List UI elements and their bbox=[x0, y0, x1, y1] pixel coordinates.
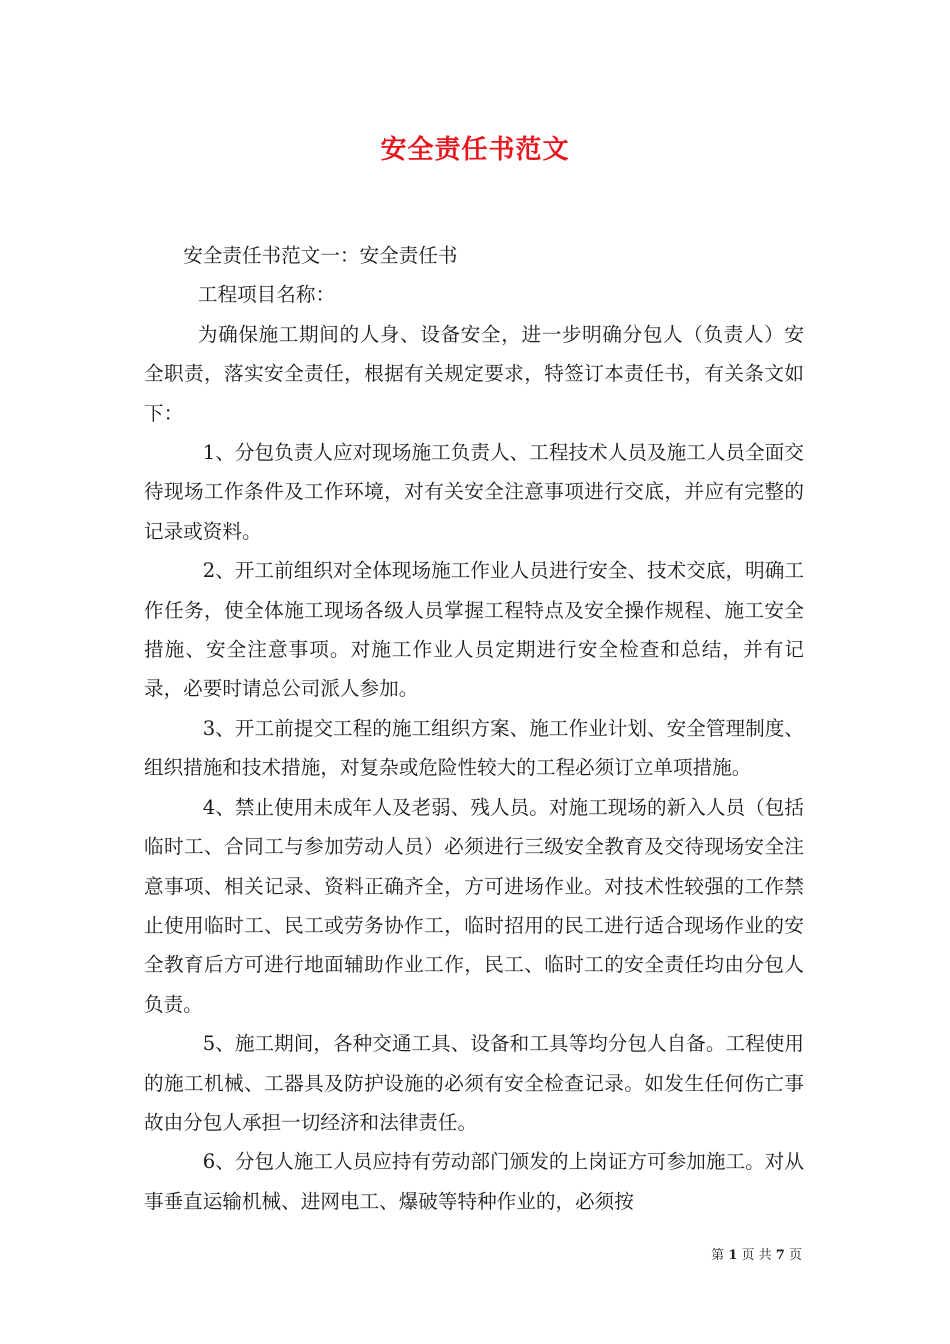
subheading: 安全责任书范文一：安全责任书 bbox=[183, 244, 458, 267]
current-page-number: 1 bbox=[728, 1248, 738, 1263]
paragraph-item-3: 3、开工前提交工程的施工组织方案、施工作业计划、安全管理制度、组织措施和技术措施，对复杂或危险性较大的工程必须订立单项措施。 bbox=[144, 716, 804, 780]
footer-suffix: 页 bbox=[788, 1248, 802, 1263]
total-page-count: 7 bbox=[775, 1248, 785, 1263]
footer-prefix: 第 bbox=[711, 1248, 725, 1263]
page-number-footer bbox=[711, 1247, 802, 1265]
paragraph-item-5: 5、施工期间，各种交通工具、设备和工具等均分包人自备。工程使用的施工机械、工器具及防护设施的必须有安全检查记录。如发生任何伤亡事故由分包人承担一切经济和法律责任。 bbox=[144, 1032, 804, 1134]
paragraph-item-1: 1、分包负责人应对现场施工负责人、工程技术人员及施工人员全面交待现场工作条件及工作环境，对有关安全注意事项进行交底，并应有完整的记录或资料。 bbox=[144, 441, 804, 543]
document-body bbox=[144, 236, 804, 1221]
footer-middle: 页 共 bbox=[741, 1248, 772, 1263]
paragraph-item-4: 4、禁止使用未成年人及老弱、残人员。对施工现场的新入人员（包括临时工、合同工与参加劳动人员）必须进行三级安全教育及交待现场安全注意事项、相关记录、资料正确齐全，方可进场作业。对技术性较强的工作禁止使用临时工、民工或劳务协作工，临时招用的民工进行适合现场作业的安全教育后方可进行地面辅助作业工作，民工、临时工的安全责任均由分包人负责。 bbox=[144, 795, 804, 1016]
document-title: 安全责任书范文 bbox=[380, 135, 570, 165]
paragraph-item-6: 6、分包人施工人员应持有劳动部门颁发的上岗证方可参加施工。对从事垂直运输机械、进网电工、爆破等特种作业的，必须按 bbox=[144, 1150, 804, 1213]
paragraph-intro: 为确保施工期间的人身、设备安全，进一步明确分包人（负责人）安全职责，落实安全责任，根据有关规定要求，特签订本责任书，有关条文如下： bbox=[144, 322, 804, 425]
paragraph-item-2: 2、开工前组织对全体现场施工作业人员进行安全、技术交底，明确工作任务，使全体施工现场各级人员掌握工程特点及安全操作规程、施工安全措施、安全注意事项。对施工作业人员定期进行安全检查和总结，并有记录，必要时请总公司派人参加。 bbox=[144, 559, 804, 701]
project-name-label: 工程项目名称： bbox=[197, 283, 336, 307]
